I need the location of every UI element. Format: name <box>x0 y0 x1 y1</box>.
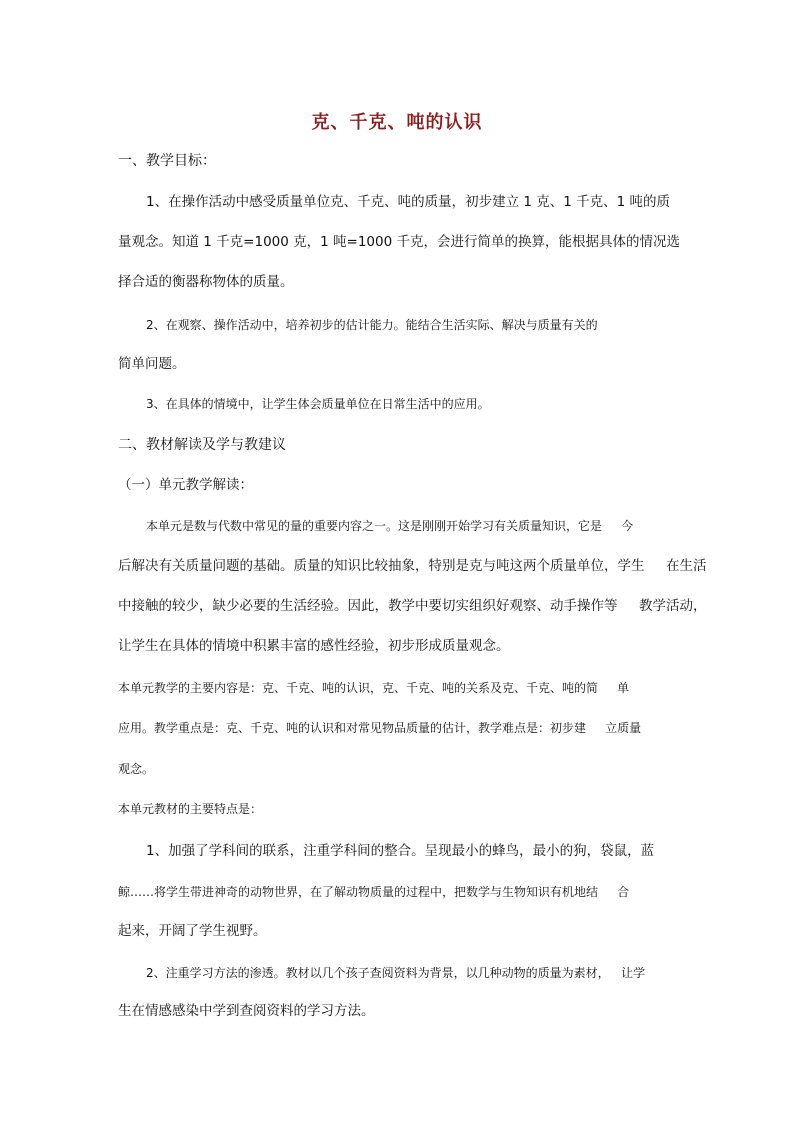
paragraph-line: 让学生在具体的情境中积累丰富的感性经验，初步形成质量观念。 <box>118 638 510 654</box>
paragraph-line: 后解决有关质量问题的基础。质量的知识比较抽象，特别是克与吨这两个质量单位，学生 在生活 <box>118 558 707 574</box>
document-title: 克、千克、吨的认识 <box>311 112 483 133</box>
paragraph-line: 2、在观察、操作活动中，培养初步的估计能力。能结合生活实际、解决与质量有关的 <box>146 318 598 332</box>
paragraph-line: 鲸……将学生带进神奇的动物世界，在了解动物质量的过程中，把数学与生物知识有机地结 合 <box>118 885 630 899</box>
paragraph-line: 择合适的衡器称物体的质量。 <box>118 274 294 290</box>
paragraph-line: 3、在具体的情境中，让学生体会质量单位在日常生活中的应用。 <box>146 397 490 411</box>
section-heading-objectives: 一、教学目标： <box>118 153 216 169</box>
paragraph-line: 观念。 <box>118 762 155 776</box>
paragraph-line: 起来，开阔了学生视野。 <box>118 923 267 939</box>
paragraph-line: 2、注重学习方法的渗透。教材以几个孩子查阅资料为背景，以几种动物的质量为素材， 让学 <box>146 966 646 980</box>
paragraph-line: 1、加强了学科间的联系，注重学科间的整合。呈现最小的蜂鸟，最小的狗，袋鼠，蓝 <box>146 843 655 859</box>
section-heading-materials: 二、教材解读及学与教建议 <box>118 437 286 453</box>
paragraph-line: 1、在操作活动中感受质量单位克、千克、吨的质量，初步建立 1 克、1 千克、1 吨的质 <box>146 194 671 210</box>
subsection-heading: （一）单元教学解读： <box>118 477 253 493</box>
paragraph-line: 生在情感感染中学到查阅资料的学习方法。 <box>118 1003 375 1019</box>
paragraph-line: 本单元教材的主要特点是： <box>118 802 263 816</box>
paragraph-line: 本单元是数与代数中常见的量的重要内容之一。这是刚刚开始学习有关质量知识，它是 今 <box>146 519 634 533</box>
paragraph-line: 简单问题。 <box>118 356 186 372</box>
paragraph-line: 本单元教学的主要内容是：克、千克、吨的认识，克、千克、吨的关系及克、千克、吨的简 单 <box>118 681 630 695</box>
paragraph-line: 中接触的较少，缺少必要的生活经验。因此，教学中要切实组织好观察、动手操作等 教学活动， <box>118 598 707 614</box>
paragraph-line: 应用。教学重点是：克、千克、吨的认识和对常见物品质量的估计，教学难点是：初步建 立质量 <box>118 721 642 735</box>
paragraph-line: 量观念。知道 1 千克=1000 克，1 吨=1000 千克，会进行简单的换算，能根据具体的情况选 <box>118 234 680 250</box>
